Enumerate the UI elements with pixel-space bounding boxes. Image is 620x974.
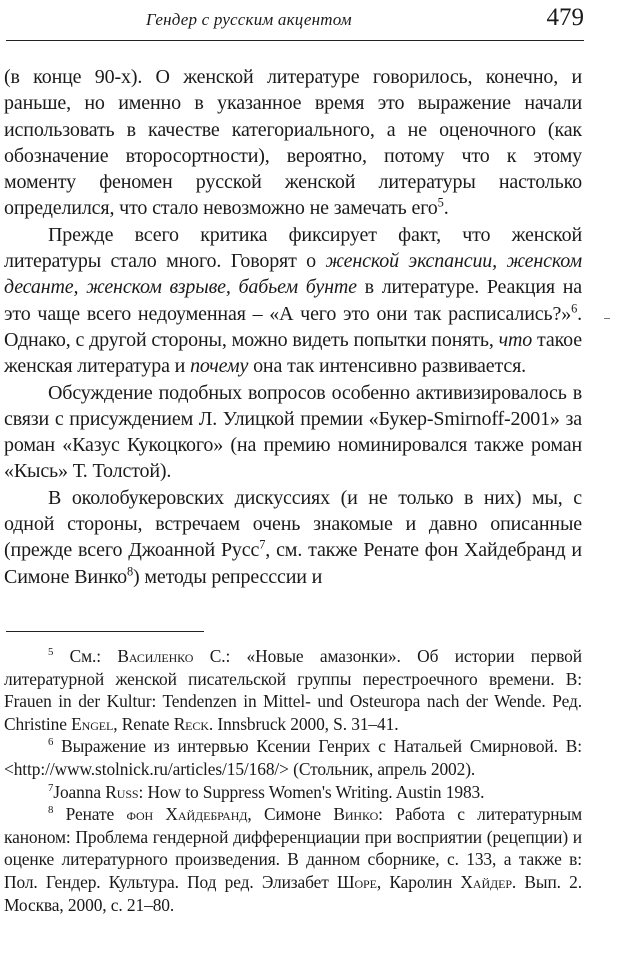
- footnote-ref-5: 5: [437, 195, 444, 210]
- paragraph-2-text-d: такое женская литература и: [4, 328, 582, 378]
- footnote-7-text: Joanna: [53, 781, 106, 802]
- footnote-5-editor-1: Engel: [71, 713, 114, 734]
- paragraph-3: Обсуждение подобных вопросов особенно активизировалось в связи с присуждением Л. Улицкой премии «Букер-Smirnoff-2001» за роман «Казус Кукоцкого» (на премию номинировался также роман «Кысь» Т. Толстой).: [4, 381, 582, 483]
- footnote-5: [4, 645, 582, 735]
- footnote-ref-6: 6: [571, 301, 578, 316]
- paragraph-2-text: Прежде всего критика фиксирует факт, что женской литературы стало много. Говорят о: [4, 223, 582, 273]
- footnote-5-number: 5: [48, 646, 54, 659]
- paragraph-2-italic-why: почему: [190, 355, 249, 378]
- footnote-6-number: 6: [48, 736, 54, 749]
- footnote-5-editor-2: Reck: [173, 713, 209, 734]
- paragraph-4-text: В околобукеровских дискуссиях (и не только в них) мы, с одной стороны, встречаем очень знакомые и давно описанные (прежде всего Джоанной Русс: [4, 486, 582, 562]
- paragraph-4-text-b: , см. также Ренате фон Хайдебранд и Симоне Винко: [4, 539, 582, 588]
- footnote-ref-7: 7: [259, 537, 266, 552]
- footnote-8-text-d: , Каролин: [376, 871, 461, 892]
- main-text: [4, 64, 582, 590]
- paragraph-2-text-b: в литературе. Реакция на это чаще всего недоуменная – «А чего это они так расписались?»: [4, 276, 582, 325]
- paragraph-1-end: .: [443, 197, 449, 220]
- paragraph-2-italic-phrase: женской экспансии, женском десанте, женском взрыве, бабьем бунте: [4, 250, 583, 299]
- footnote-6: [4, 735, 582, 780]
- page-number: 479: [546, 4, 584, 31]
- footnote-8-number: 8: [48, 804, 54, 817]
- footnote-5-text-c: , Renate: [113, 713, 174, 734]
- paragraph-4: [4, 485, 582, 590]
- footnote-6-text: Выражение из интервью Ксении Генрих с Натальей Смирновой. В: <http://www.stolnick.ru/articles/15/168/> (Стольник, апрель 2002).: [4, 736, 582, 779]
- footnote-8-text-e: . Вып. 2. Москва, 2000, с. 21–80.: [4, 871, 582, 915]
- paragraph-1: [4, 64, 582, 222]
- footnote-8-author-2: Винко: [333, 804, 379, 825]
- paragraph-2-text-e: она так интенсивно развивается.: [248, 355, 526, 378]
- footnote-7-author: Russ: [105, 781, 139, 802]
- footnote-separator: [6, 631, 204, 632]
- footnote-7-text-b: : How to Suppress Women's Writing. Austin 1983.: [138, 781, 485, 802]
- running-header: [6, 6, 584, 41]
- footnote-5-text: См.:: [53, 646, 118, 666]
- footnote-8-text-b: , Симоне: [247, 804, 334, 825]
- footnote-5-text-d: . Innsbruck 2000, S. 31–41.: [208, 713, 399, 734]
- paragraph-2-italic-what: что: [498, 328, 533, 351]
- running-title: Гендер с русским акцентом: [146, 10, 352, 29]
- paragraph-2: [4, 222, 582, 380]
- margin-mark: [604, 318, 610, 319]
- paragraph-1-text: (в конце 90-х). О женской литературе говорилось, конечно, и раньше, но именно в указанное время это выражение начали использовать в качестве категориального, а не оценочного (как обозначение второсортности), вероятно, потому что к этому моменту феномен русской женской литературы настолько определился, что стало невозможно не замечать его: [4, 66, 582, 220]
- footnote-5-author: Василенко: [117, 646, 194, 666]
- footnote-8-text-c: : Работа с литературным каноном: Проблема гендерной дифференциации при восприятии (рецепции) и оценке литературного произведения. В данном сборнике, с. 133, а также в: Пол. Гендер. Культура. Под ред. Элизабет: [4, 804, 582, 892]
- footnotes: [4, 645, 582, 916]
- footnote-8-author-1: фон Хайдебранд: [126, 804, 248, 825]
- footnote-8-text: Ренате: [53, 804, 127, 825]
- paragraph-2-text-c: . Однако, с другой стороны, можно видеть попытки понять,: [4, 302, 582, 351]
- paragraph-4-text-c: ) методы репрессcии и: [132, 565, 323, 588]
- footnote-7-number: 7: [48, 781, 54, 794]
- footnote-ref-8: 8: [126, 563, 133, 578]
- footnote-8-editor-1: Шоре: [337, 871, 377, 892]
- footnote-5-text-b: С.: «Новые амазонки». Об истории первой литературной женской писательской группы перестроечного времени. В: Frauen in der Kultur: Tendenzen in Mittel- und Osteuropa nach der Wende. Ред. Christine: [4, 646, 582, 734]
- footnote-8: [4, 803, 582, 916]
- footnote-7: [4, 781, 582, 804]
- footnote-8-editor-2: Хайдер: [460, 871, 512, 892]
